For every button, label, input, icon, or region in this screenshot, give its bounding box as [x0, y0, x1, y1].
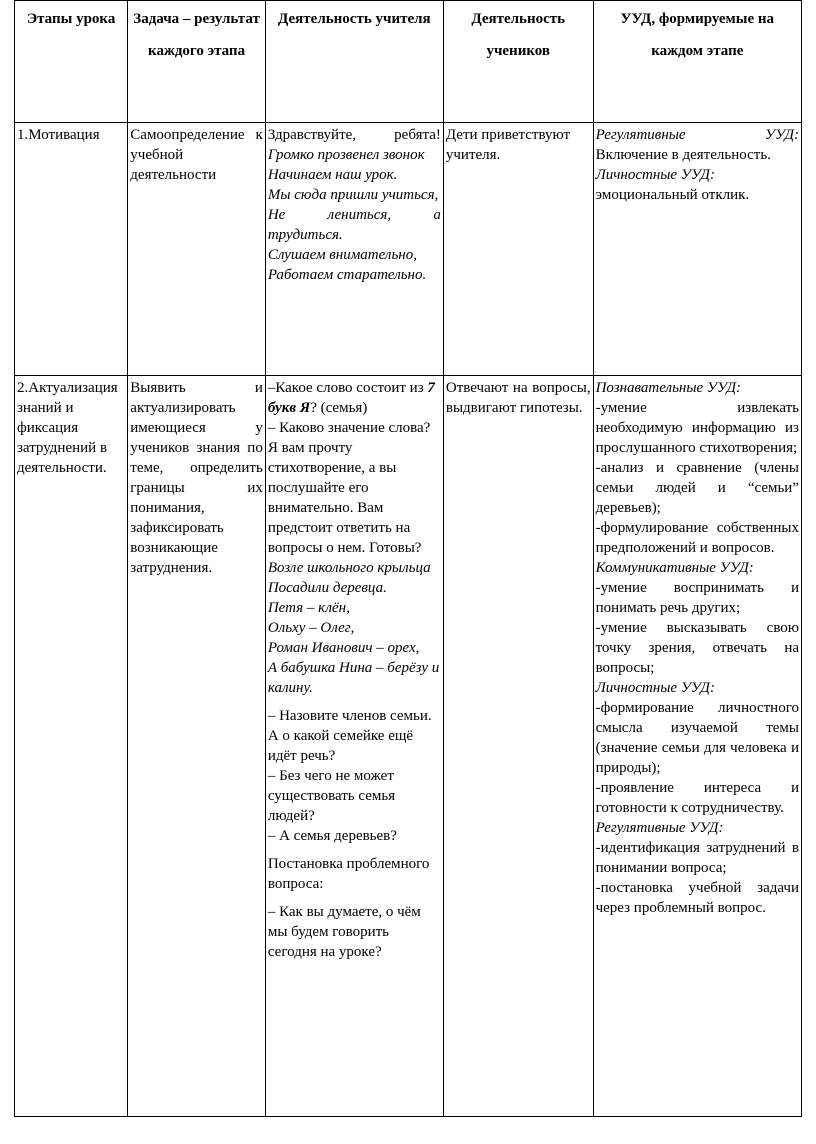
row1-task: Самоопределение к учебной деятельности	[128, 123, 266, 376]
lesson-plan-table	[14, 0, 802, 1117]
row1-poem-line: Начинаем наш урок.	[267, 167, 398, 183]
row1-poem-line: Работаем старательно.	[267, 267, 427, 283]
uud-item: -проявление интереса и готовности к сотрудничеству.	[595, 780, 799, 816]
header-task: Задача – результат каждого этапа	[128, 1, 266, 123]
row2-stage: 2.Актуализация знаний и фиксация затруднений в деятельности.	[15, 376, 128, 1117]
uud-item: -идентификация затруднений в понимании вопроса;	[595, 840, 799, 876]
row2-problem: Постановка проблемного вопроса:	[267, 856, 430, 892]
row2-q6: – Как вы думаете, о чём мы будем говорить сегодня на уроке?	[267, 904, 421, 960]
uud-item: -формулирование собственных предположений и вопросов.	[595, 520, 799, 556]
uud-item: -умение высказывать свою точку зрения, отвечать на вопросы;	[595, 620, 799, 676]
row1-uud-reg-text: Включение в деятельность.	[595, 147, 771, 163]
row2-poem-line: Роман Иванович – орех,	[267, 640, 420, 656]
uud-item: -формирование личностного смысла изучаемой темы (значение семьи для человека и природы);	[595, 700, 799, 776]
header-students: Деятельность учеников	[443, 1, 593, 123]
row2-poem-line: Ольху – Олег,	[267, 620, 355, 636]
row1-uud-pers-title: Личностные УУД:	[595, 167, 715, 183]
row2-students: Отвечают на вопросы, выдвигают гипотезы.	[443, 376, 593, 1117]
row2-poem-line: Петя – клён,	[267, 600, 350, 616]
row2-uud	[593, 376, 801, 1117]
uud-item: -умение извлекать необходимую информацию из прослушанного стихотворения;	[595, 400, 799, 456]
row2-q5: – А семья деревьев?	[267, 828, 397, 844]
uud-communicative-title: Коммуникативные УУД:	[595, 560, 754, 576]
uud-personal-title: Личностные УУД:	[595, 680, 715, 696]
row2-poem-line: Возле школьного крыльца	[267, 560, 431, 576]
row1-students: Дети приветствуют учителя.	[443, 123, 593, 376]
row2-q1-a: –Какое слово состоит из	[267, 380, 428, 396]
row1-poem-line: Громко прозвенел звонок	[267, 147, 425, 163]
row2-poem-line: А бабушка Нина – берёзу и калину.	[267, 660, 440, 696]
row1-poem-line: Не лениться, а трудиться.	[267, 207, 441, 243]
row2-q1-b: 7 букв Я	[267, 380, 435, 416]
row1-uud-pers-text: эмоциональный отклик.	[595, 187, 750, 203]
row2-task: Выявить и актуализировать имеющиеся у учеников знания по теме, определить границы их понимания, зафиксировать возникающие затруднения.	[128, 376, 266, 1117]
uud-cognitive-title: Познавательные УУД:	[595, 380, 742, 396]
table-row	[15, 123, 802, 376]
row1-uud-reg-title: Регулятивные УУД:	[595, 127, 799, 143]
table-row	[15, 376, 802, 1117]
row1-stage: 1.Мотивация	[15, 123, 128, 376]
uud-regulatory-title: Регулятивные УУД:	[595, 820, 724, 836]
row2-q2: – Каково значение слова?	[267, 420, 431, 436]
header-stages: Этапы урока	[15, 1, 128, 123]
row2-q3: – Назовите членов семьи. А о какой семейке ещё идёт речь?	[267, 708, 432, 764]
row2-intro: Я вам прочту стихотворение, а вы послушайте его внимательно. Вам предстоит ответить на вопросы о нем. Готовы?	[267, 440, 422, 556]
uud-item: -постановка учебной задачи через проблемный вопрос.	[595, 880, 799, 916]
row1-poem-line: Слушаем внимательно,	[267, 247, 417, 263]
uud-item: -умение воспринимать и понимать речь других;	[595, 580, 799, 616]
header-uud: УУД, формируемые на каждом этапе	[593, 1, 801, 123]
row2-poem-line: Посадили деревца.	[267, 580, 387, 596]
row1-poem-line: Мы сюда пришли учиться,	[267, 187, 439, 203]
row2-teacher	[265, 376, 443, 1117]
row2-q1-c: ? (семья)	[310, 400, 368, 416]
row1-teacher-greeting: Здравствуйте, ребята!	[267, 127, 441, 143]
table-header-row	[15, 1, 802, 123]
uud-item: -анализ и сравнение (члены семьи людей и “семьи” деревьев);	[595, 460, 799, 516]
row1-teacher	[265, 123, 443, 376]
header-teacher: Деятельность учителя	[265, 1, 443, 123]
row1-uud	[593, 123, 801, 376]
row2-q4: – Без чего не может существовать семья людей?	[267, 768, 396, 824]
